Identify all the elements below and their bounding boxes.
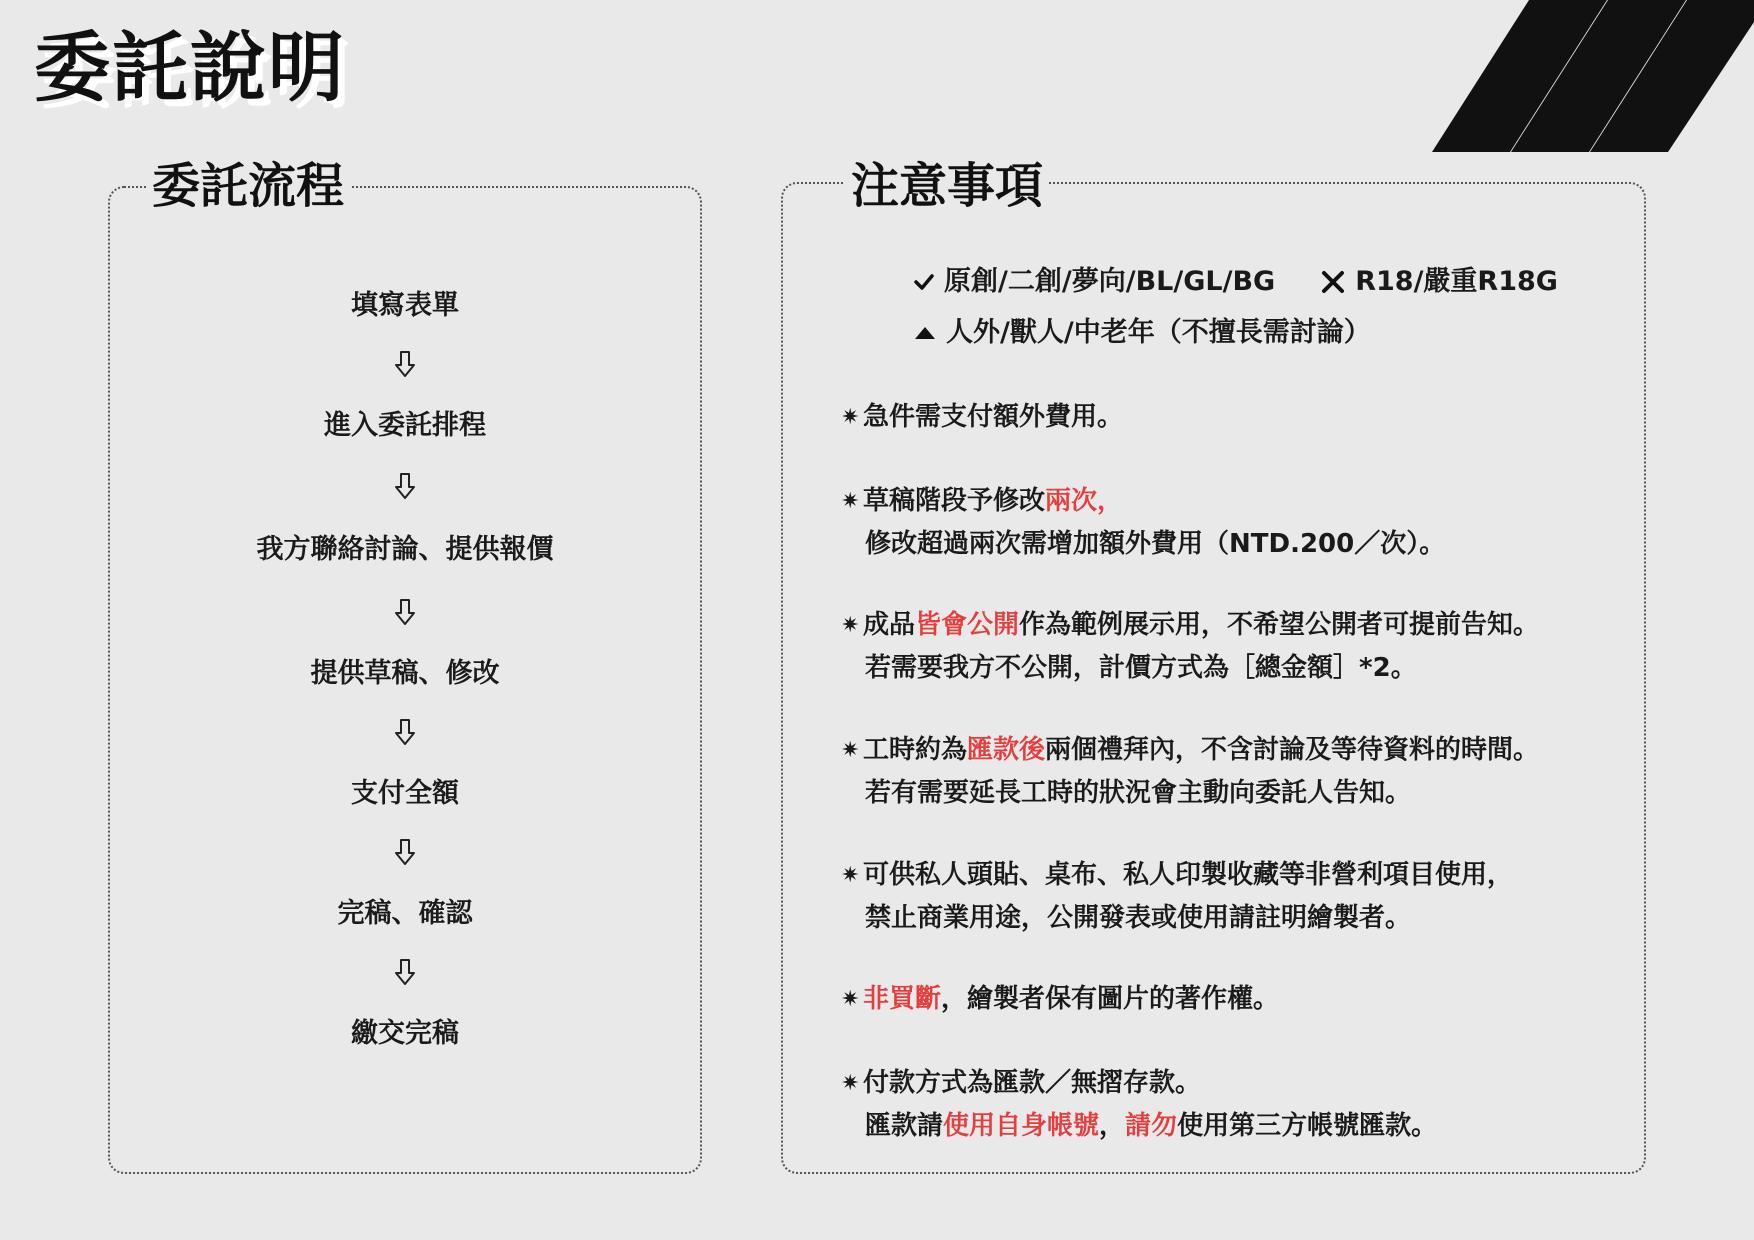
- flow-step: 完稿、確認: [337, 898, 473, 929]
- discuss-row: [914, 319, 1371, 346]
- process-heading: 委託流程: [146, 162, 350, 210]
- down-arrow-icon: [394, 472, 416, 500]
- asterisk-icon: ✷: [841, 987, 860, 1012]
- stripes-decoration: [1432, 0, 1754, 152]
- asterisk-icon: ✷: [841, 489, 860, 514]
- triangle-up-icon: [914, 326, 936, 340]
- accept-row: [914, 268, 1558, 295]
- note-item: ✷ 成品皆會公開作為範例展示用，不希望公開者可提前告知。 若需要我方不公開，計價方式為［總金額］*2。: [841, 604, 1539, 689]
- down-arrow-icon: [394, 350, 416, 378]
- note-item: ✷ 付款方式為匯款／無摺存款。 匯款請使用自身帳號，請勿使用第三方帳號匯款。: [841, 1062, 1437, 1147]
- notes-panel: [781, 158, 1646, 1174]
- down-arrow-icon: [394, 838, 416, 866]
- page-title: 委託說明: [34, 23, 346, 112]
- asterisk-icon: ✷: [841, 405, 860, 430]
- note-item: ✷ 工時約為匯款後兩個禮拜內，不含討論及等待資料的時間。 若有需要延長工時的狀況會主動向委託人告知。: [841, 729, 1539, 814]
- process-panel: [108, 158, 702, 1174]
- down-arrow-icon: [394, 598, 416, 626]
- notes-heading: 注意事項: [845, 162, 1049, 210]
- flow-step: 填寫表單: [351, 290, 459, 321]
- note-item: ✷ 急件需支付額外費用。: [841, 396, 1123, 439]
- asterisk-icon: ✷: [841, 738, 860, 763]
- asterisk-icon: ✷: [841, 1071, 860, 1096]
- asterisk-icon: ✷: [841, 863, 860, 888]
- discuss-text: 人外/獸人/中老年（不擅長需討論）: [946, 317, 1371, 348]
- down-arrow-icon: [394, 718, 416, 746]
- note-item: ✷ 可供私人頭貼、桌布、私人印製收藏等非營利項目使用， 禁止商業用途，公開發表或使用請註明繪製者。: [841, 854, 1513, 939]
- cross-icon: [1321, 270, 1345, 294]
- flow-step: 進入委託排程: [324, 410, 486, 441]
- flow-step: 支付全額: [351, 778, 459, 809]
- down-arrow-icon: [394, 958, 416, 986]
- flow-step: 我方聯絡討論、提供報價: [256, 534, 554, 565]
- reject-text: R18/嚴重R18G: [1355, 266, 1558, 297]
- flow-step: 繳交完稿: [351, 1018, 459, 1049]
- note-item: ✷ 草稿階段予修改兩次， 修改超過兩次需增加額外費用（NTD.200／次）。: [841, 480, 1445, 565]
- flow-step: 提供草稿、修改: [310, 658, 500, 689]
- note-item: ✷ 非買斷，繪製者保有圖片的著作權。: [841, 978, 1279, 1021]
- asterisk-icon: ✷: [841, 613, 860, 638]
- check-icon: [914, 273, 934, 291]
- accept-text: 原創/二創/夢向/BL/GL/BG: [944, 266, 1276, 297]
